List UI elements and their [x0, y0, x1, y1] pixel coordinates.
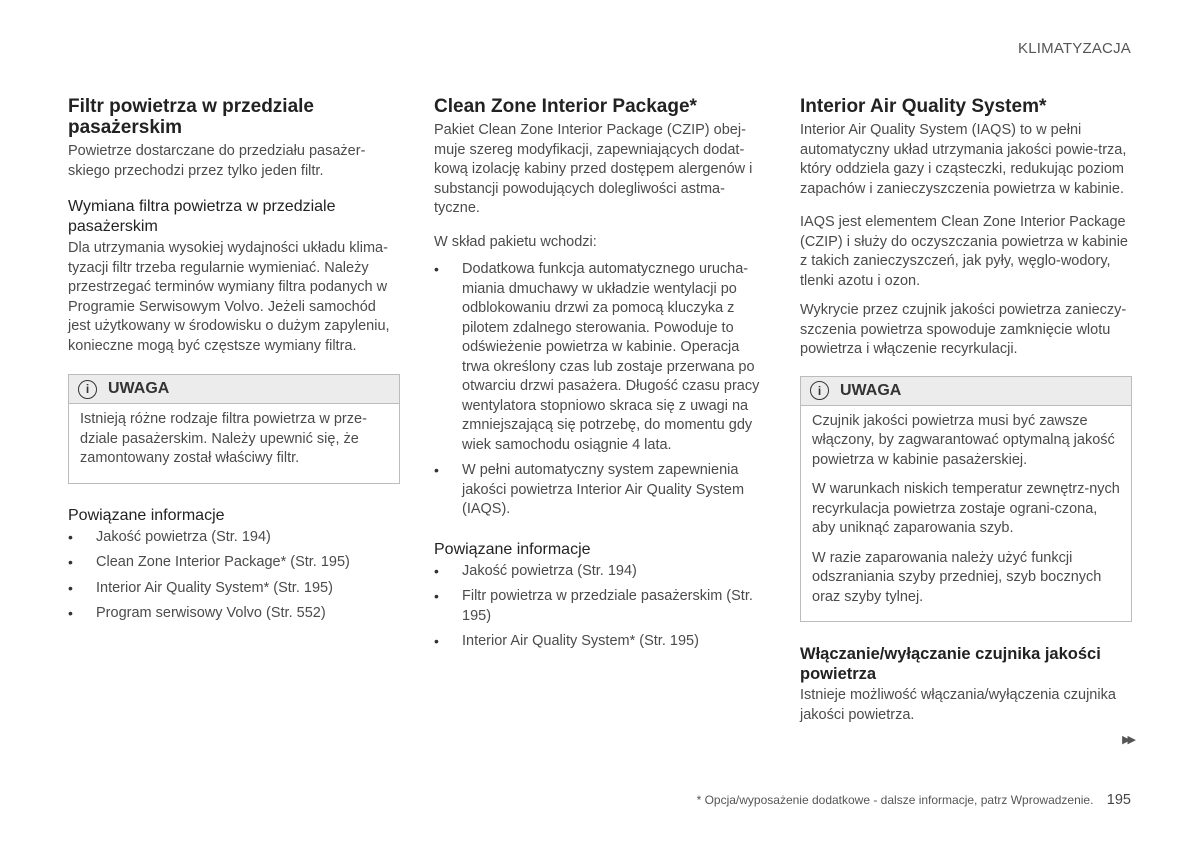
related-link[interactable]: • Filtr powietrza w przedziale pasażerskim (Str. 195)	[434, 587, 766, 626]
note-header	[801, 377, 1131, 406]
note-body	[801, 406, 1131, 622]
iaqs-title: Interior Air Quality System*	[800, 96, 1047, 117]
related-link[interactable]: • Interior Air Quality System* (Str. 195)	[434, 632, 766, 652]
czip-title: Clean Zone Interior Package*	[434, 96, 697, 117]
czip-feature-item: • W pełni automatyczny system zapewnienia jakości powietrza Interior Air Quality System (IAQS).	[434, 461, 766, 520]
related-info-list	[434, 562, 766, 652]
info-icon: i	[78, 380, 97, 399]
related-link[interactable]: • Interior Air Quality System* (Str. 195)	[68, 579, 400, 599]
related-link[interactable]: • Jakość powietrza (Str. 194)	[68, 528, 400, 548]
column-czip	[434, 96, 766, 664]
note-body	[69, 404, 399, 483]
footnote	[697, 792, 1131, 808]
related-info-title: Powiązane informacje	[68, 506, 225, 524]
related-link[interactable]: • Jakość powietrza (Str. 194)	[434, 562, 766, 582]
footnote-text: * Opcja/wyposażenie dodatkowe - dalsze informacje, patrz Wprowadzenie.	[696, 793, 1094, 807]
air-filter-title: Filtr powietrza w przedziale pasażerskim	[68, 96, 314, 138]
iaqs-p1: Interior Air Quality System (IAQS) to w pełni automatyczny układ utrzymania jakości powie-trza, który oddziela gazy i cząsteczki, redukując poziom zapachów i zanieczyszczenia powietrza w kabinie.	[800, 122, 1127, 197]
iaqs-p2: IAQS jest elementem Clean Zone Interior Package (CZIP) i służy do oczyszczania powietrza w kabinie z takich zanieczyszczeń, jak pyły, węglo-wodory, tlenki azotu i ozon.	[800, 214, 1128, 289]
page-number: 195	[1106, 792, 1131, 808]
column-air-filter	[68, 96, 400, 636]
double-forward-arrow-icon: ▶▶	[1122, 734, 1133, 746]
sensor-toggle-subtitle: Włączanie/wyłączanie czujnika jakości powietrza	[800, 645, 1101, 683]
info-icon: i	[810, 381, 829, 400]
note-header	[69, 375, 399, 404]
iaqs-p3: Wykrycie przez czujnik jakości powietrza zanieczy-szczenia powietrza spowoduje zamknięcie wlotu powietrza i włączenie recyrkulacji.	[800, 302, 1127, 357]
air-filter-intro: Powietrze dostarczane do przedziału pasażer-skiego przechodzi przez tylko jeden filtr.	[68, 143, 366, 179]
sensor-toggle-body: Istnieje możliwość włączania/wyłączenia czujnika jakości powietrza.	[800, 687, 1116, 723]
czip-feature-list	[434, 260, 766, 520]
czip-feature-item: • Dodatkowa funkcja automatycznego urucha-miania dmuchawy w układzie wentylacji po odblokowaniu drzwi za pomocą kluczyka z pilotem zdalnego sterowania. Powoduje to odświeżenie powietrza w kabinie. Operacja trwa określony czas lub zostaje przerwana po otwarciu drzwi pasażera. Długość czasu pracy wentylatora stopniowo skraca się z uwagi na zmniejszającą się potrzebę, do momentu gdy wiek samochodu osiągnie 4 lata.	[434, 260, 766, 455]
column-iaqs	[800, 96, 1132, 735]
note-text: W warunkach niskich temperatur zewnętrz-nych recyrkulacja powietrza zostaje ograni-czona, aby uniknąć zaparowania szyb.	[812, 481, 1120, 536]
note-title: UWAGA	[840, 381, 902, 399]
related-link[interactable]: • Clean Zone Interior Package* (Str. 195)	[68, 553, 400, 573]
czip-lead: W skład pakietu wchodzi:	[434, 233, 597, 250]
note-text: Istnieją różne rodzaje filtra powietrza w prze-dziale pasażerskim. Należy upewnić się, że zamontowany został właściwy filtr.	[80, 411, 367, 466]
czip-intro: Pakiet Clean Zone Interior Package (CZIP) obej-muje szereg modyfikacji, zapewniających dodat-kową izolację kabiny przed dostępem alergenów i substancji powodujących dolegliwości astma-tyczne.	[434, 122, 753, 216]
related-info-list	[68, 528, 400, 624]
note-title: UWAGA	[108, 380, 170, 397]
related-link[interactable]: • Program serwisowy Volvo (Str. 552)	[68, 604, 400, 624]
filter-replacement-body: Dla utrzymania wysokiej wydajności układu klima-tyzacji filtr trzeba regularnie wymieniać. Należy przestrzegać terminów wymiany filtra podanych w Programie Serwisowym Volvo. Jeżeli samochód jest użytkowany w środowisku o dużym zapyleniu, konieczne mogą być częstsze wymiany filtra.	[68, 240, 390, 354]
note-box	[800, 376, 1132, 623]
section-header: KLIMATYZACJA	[1018, 40, 1131, 57]
related-info-title: Powiązane informacje	[434, 540, 591, 558]
note-text: W razie zaparowania należy użyć funkcji odszraniania szyby przedniej, szyb bocznych oraz szyby tylnej.	[812, 549, 1102, 605]
note-text: Czujnik jakości powietrza musi być zawsze włączony, by zagwarantować optymalną jakość powietrza w kabinie pasażerskiej.	[812, 412, 1115, 468]
filter-replacement-subtitle: Wymiana filtra powietrza w przedziale pasażerskim	[68, 198, 336, 235]
note-box	[68, 374, 400, 484]
